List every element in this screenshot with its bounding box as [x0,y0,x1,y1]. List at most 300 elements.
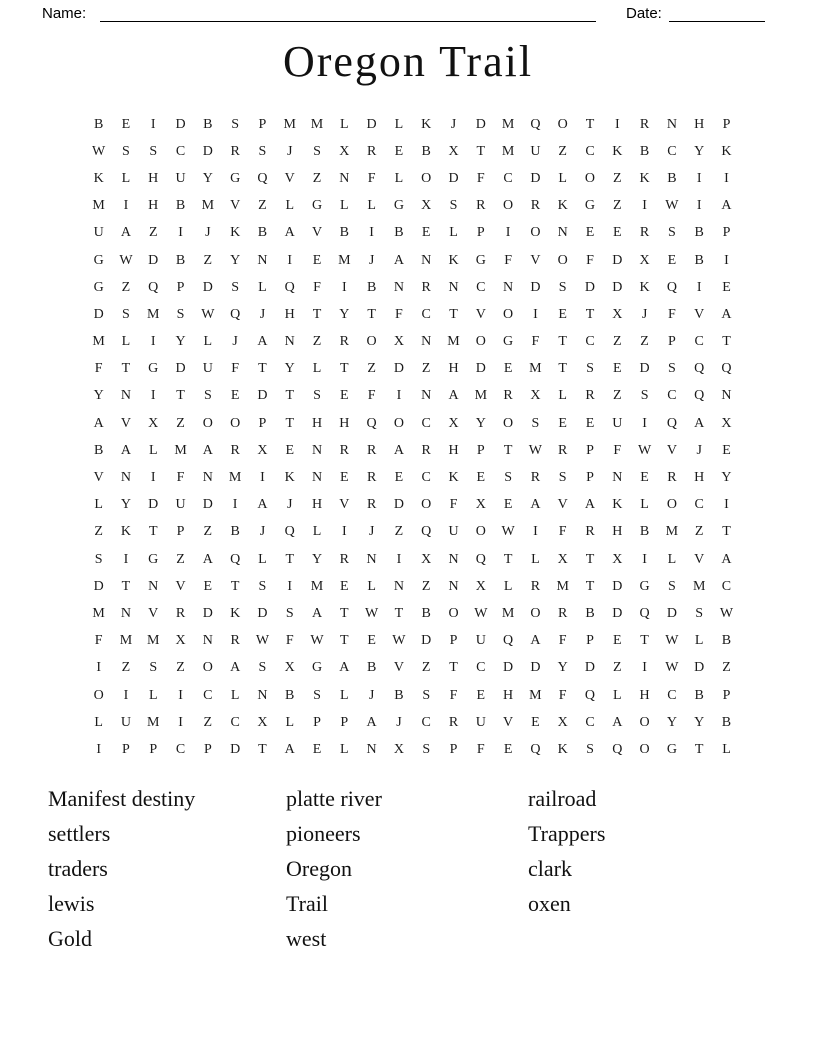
grid-letter: L [312,361,322,377]
grid-letter: E [312,741,322,757]
grid-letter: X [421,551,432,567]
grid-letter: I [178,687,183,703]
grid-letter: U [448,524,459,540]
grid-letter: C [175,741,186,757]
grid-letter: P [258,116,267,132]
grid-letter: R [366,442,377,458]
grid-letter: W [665,660,679,676]
grid-letter: T [367,306,376,322]
grid-letter: H [148,198,159,214]
grid-letter: A [584,497,596,513]
grid-letter: D [475,116,486,132]
grid-letter: I [724,170,729,186]
grid-letter: G [148,551,159,567]
grid-letter: C [421,415,431,431]
grid-row [85,655,740,682]
grid-letter: O [230,415,241,431]
grid-letter: F [586,252,594,268]
grid-letter: C [585,714,595,730]
grid-letter: L [558,388,567,404]
grid-letter: L [121,334,131,350]
grid-letter: B [339,225,349,241]
grid-letter: M [92,605,105,621]
grid-letter: G [93,252,104,268]
grid-letter: B [721,714,732,730]
grid-row [85,682,740,709]
grid-letter: X [393,334,404,350]
grid-letter: C [585,143,595,159]
grid-letter: J [368,252,375,268]
grid-letter: R [476,198,486,214]
grid-letter: X [448,143,459,159]
grid-letter: S [586,741,594,757]
grid-letter: Q [666,415,677,431]
grid-letter: D [202,143,213,159]
grid-letter: S [586,361,594,377]
grid-letter: T [694,741,704,757]
grid-letter: O [557,116,568,132]
grid-letter: Z [121,279,131,295]
grid-letter: U [175,497,186,513]
grid-letter: Q [148,279,159,295]
grid-letter: L [340,687,349,703]
grid-letter: X [612,551,623,567]
grid-letter: J [259,306,266,322]
grid-letter: J [287,143,293,159]
grid-letter: I [642,415,647,431]
grid-letter: L [94,714,103,730]
grid-row [85,301,740,328]
grid-letter: L [722,741,731,757]
grid-letter: D [475,361,486,377]
grid-letter: H [148,170,159,186]
grid-letter: G [311,198,323,214]
grid-letter: N [612,470,623,486]
grid-letter: N [393,279,404,295]
grid-letter: D [175,116,186,132]
grid-letter: U [475,633,486,649]
date-label: Date: [626,5,662,22]
grid-letter: S [667,225,676,241]
grid-letter: F [395,306,403,322]
grid-letter: I [396,551,402,567]
grid-letter: A [366,714,377,730]
grid-letter: N [448,578,459,594]
grid-letter: R [639,116,650,132]
grid-letter: I [150,334,156,350]
grid-letter: S [558,470,567,486]
grid-letter: A [284,741,295,757]
grid-letter: E [121,116,131,132]
grid-letter: O [202,415,213,431]
grid-letter: Z [613,388,622,404]
grid-letter: P [313,714,321,730]
grid-letter: V [148,605,159,621]
grid-letter: N [311,470,323,486]
grid-letter: V [284,170,295,186]
grid-letter: A [721,198,732,214]
grid-letter: D [257,388,268,404]
grid-letter: E [340,578,349,594]
grid-letter: H [448,361,459,377]
grid-letter: I [505,225,511,241]
grid-letter: D [148,497,159,513]
grid-letter: I [260,470,265,486]
grid-letter: I [178,714,183,730]
grid-letter: F [367,388,376,404]
grid-letter: N [120,605,131,621]
grid-letter: L [258,551,267,567]
grid-letter: M [665,524,679,540]
grid-letter: I [696,198,702,214]
grid-letter: D [93,306,104,322]
grid-letter: E [312,252,322,268]
grid-letter: J [368,687,375,703]
grid-letter: C [667,388,677,404]
grid-letter: Z [258,198,267,214]
grid-letter: J [205,225,211,241]
grid-letter: O [202,660,213,676]
grid-letter: T [449,306,458,322]
grid-letter: B [394,687,404,703]
grid-letter: K [120,524,131,540]
grid-letter: L [694,633,704,649]
grid-letter: V [503,714,514,730]
grid-letter: Y [202,170,213,186]
grid-letter: G [639,578,650,594]
grid-letter: C [203,687,213,703]
grid-letter: B [203,116,213,132]
grid-letter: E [722,279,731,295]
grid-letter: J [259,524,266,540]
grid-letter: V [557,497,568,513]
grid-letter: G [475,252,486,268]
grid-letter: E [340,388,349,404]
grid-letter: M [147,306,160,322]
grid-letter: Z [367,361,376,377]
grid-letter: D [202,279,213,295]
grid-letter: Z [421,361,431,377]
grid-letter: W [501,524,515,540]
grid-letter: M [447,334,460,350]
grid-row [85,111,740,138]
grid-letter: W [637,442,652,458]
grid-letter: D [393,361,404,377]
grid-letter: N [257,687,268,703]
grid-letter: T [585,306,595,322]
grid-letter: Z [176,660,185,676]
word-list [48,781,768,956]
grid-letter: S [149,143,158,159]
grid-row [85,546,740,573]
grid-letter: T [121,578,131,594]
grid-letter: D [93,578,104,594]
grid-letter: G [230,170,241,186]
grid-letter: O [393,415,404,431]
grid-letter: I [696,170,702,186]
grid-letter: W [92,143,106,159]
grid-letter: D [694,660,705,676]
grid-letter: D [393,497,404,513]
grid-letter: T [503,551,513,567]
grid-letter: B [667,170,677,186]
grid-letter: N [666,116,677,132]
grid-letter: E [394,470,404,486]
grid-letter: S [231,116,240,132]
grid-letter: L [340,198,349,214]
grid-letter: Z [203,714,213,730]
grid-row [85,519,740,546]
grid-letter: E [476,687,486,703]
grid-letter: H [612,524,623,540]
grid-letter: X [530,388,541,404]
grid-letter: Q [475,551,486,567]
grid-letter: Y [721,470,732,486]
grid-letter: A [257,497,268,513]
grid-letter: T [503,442,513,458]
grid-letter: B [585,605,595,621]
grid-letter: H [694,116,705,132]
grid-letter: I [341,524,347,540]
grid-letter: L [94,497,103,513]
grid-letter: X [257,442,268,458]
grid-letter: A [284,225,295,241]
grid-letter: S [531,415,540,431]
grid-letter: W [119,252,133,268]
grid-letter: X [557,551,568,567]
grid-letter: F [285,633,294,649]
grid-letter: E [722,442,731,458]
grid-letter: Y [93,388,104,404]
grid-letter: K [721,143,732,159]
grid-letter: N [421,334,432,350]
grid-letter: T [258,741,267,757]
grid-letter: P [586,442,594,458]
grid-letter: S [149,660,158,676]
grid-letter: S [313,687,321,703]
grid-letter: I [642,198,647,214]
grid-letter: K [421,116,432,132]
grid-letter: W [310,633,324,649]
grid-letter: F [449,497,458,513]
grid-letter: T [449,660,458,676]
grid-letter: R [421,279,431,295]
grid-letter: Y [475,415,486,431]
grid-row [85,573,740,600]
grid-letter: E [558,306,567,322]
grid-letter: M [501,143,515,159]
grid-letter: Y [694,143,705,159]
grid-letter: M [692,578,706,594]
grid-letter: L [285,198,294,214]
grid-letter: U [175,170,186,186]
grid-letter: O [475,524,486,540]
grid-letter: Z [203,524,213,540]
grid-row [85,356,740,383]
grid-letter: F [449,687,458,703]
grid-letter: M [147,633,160,649]
grid-letter: N [339,170,350,186]
word-item: lewis [48,891,95,916]
grid-letter: A [393,252,404,268]
grid-letter: Q [639,605,650,621]
grid-letter: L [394,170,404,186]
grid-letter: D [612,279,623,295]
grid-letter: O [93,687,104,703]
grid-letter: T [285,388,294,404]
grid-letter: I [178,225,183,241]
grid-letter: U [475,714,486,730]
grid-letter: S [422,741,431,757]
grid-letter: T [285,415,294,431]
grid-letter: S [313,388,321,404]
grid-letter: C [230,714,240,730]
grid-letter: W [474,605,488,621]
grid-letter: R [530,470,541,486]
grid-letter: S [94,551,103,567]
grid-letter: E [367,633,376,649]
grid-row [85,383,740,410]
grid-letter: F [558,633,567,649]
grid-letter: M [201,198,215,214]
grid-letter: Q [421,524,432,540]
grid-letter: P [258,415,267,431]
grid-letter: V [93,470,104,486]
grid-letter: G [93,279,104,295]
grid-letter: S [285,605,294,621]
grid-letter: Z [640,334,649,350]
grid-letter: E [613,633,622,649]
grid-letter: N [448,551,459,567]
grid-letter: I [150,116,156,132]
grid-letter: X [393,741,404,757]
grid-letter: L [148,687,158,703]
grid-letter: N [202,470,213,486]
grid-letter: L [367,578,376,594]
grid-letter: Y [311,551,323,567]
grid-letter: I [696,279,702,295]
grid-letter: G [584,198,596,214]
grid-letter: B [285,687,295,703]
grid-letter: C [503,170,513,186]
grid-letter: T [148,524,158,540]
grid-letter: C [476,279,486,295]
grid-letter: T [285,551,294,567]
grid-letter: T [340,361,349,377]
grid-letter: V [311,225,323,241]
grid-letter: S [313,143,321,159]
grid-letter: Z [394,524,404,540]
grid-letter: A [230,660,241,676]
grid-letter: G [393,198,404,214]
grid-letter: L [121,170,131,186]
grid-letter: O [639,741,650,757]
grid-letter: A [257,334,268,350]
grid-letter: Z [312,170,322,186]
grid-letter: A [694,415,705,431]
word-item: Trail [286,891,328,916]
grid-letter: K [230,225,241,241]
grid-letter: H [284,306,295,322]
grid-letter: O [666,497,677,513]
grid-letter: R [230,442,240,458]
grid-letter: V [230,198,241,214]
grid-letter: S [258,143,267,159]
grid-letter: V [475,306,486,322]
grid-letter: V [120,415,131,431]
grid-letter: E [667,252,677,268]
grid-letter: H [311,415,323,431]
grid-letter: L [503,578,513,594]
grid-letter: Z [613,660,622,676]
grid-letter: R [639,225,650,241]
grid-letter: Q [230,551,241,567]
grid-row [85,247,740,274]
grid-letter: H [311,497,323,513]
grid-letter: D [175,361,186,377]
word-item: Gold [48,926,92,951]
grid-letter: B [694,687,704,703]
grid-letter: O [448,605,459,621]
grid-letter: A [530,633,541,649]
grid-letter: I [642,551,647,567]
grid-letter: M [228,470,242,486]
grid-letter: I [123,551,129,567]
grid-letter: T [585,578,595,594]
grid-letter: I [123,687,129,703]
grid-letter: M [529,361,542,377]
grid-letter: D [612,605,623,621]
word-item: clark [528,856,572,881]
grid-letter: J [368,524,375,540]
grid-letter: P [586,470,594,486]
grid-letter: L [148,442,158,458]
grid-letter: N [557,225,568,241]
grid-letter: Q [366,415,377,431]
grid-letter: T [340,605,349,621]
grid-letter: M [474,388,488,404]
grid-letter: S [231,279,240,295]
grid-letter: N [721,388,732,404]
grid-letter: Q [584,687,596,703]
grid-letter: Z [421,578,431,594]
grid-letter: L [340,116,349,132]
grid-row [85,709,740,736]
grid-letter: B [366,660,377,676]
grid-letter: R [366,497,377,513]
grid-letter: C [667,687,677,703]
grid-letter: I [724,252,729,268]
grid-letter: R [366,143,377,159]
grid-letter: R [230,143,240,159]
grid-letter: E [230,388,240,404]
grid-letter: H [448,442,459,458]
grid-letter: V [694,551,705,567]
grid-letter: D [421,633,432,649]
grid-letter: B [175,198,186,214]
grid-letter: B [421,605,431,621]
grid-letter: E [613,225,622,241]
grid-letter: T [121,361,131,377]
grid-letter: W [528,442,542,458]
grid-letter: M [556,578,569,594]
grid-letter: W [201,306,215,322]
grid-letter: P [722,687,731,703]
grid-letter: R [530,198,541,214]
grid-letter: R [558,442,568,458]
grid-letter: X [339,143,350,159]
grid-letter: X [175,633,186,649]
